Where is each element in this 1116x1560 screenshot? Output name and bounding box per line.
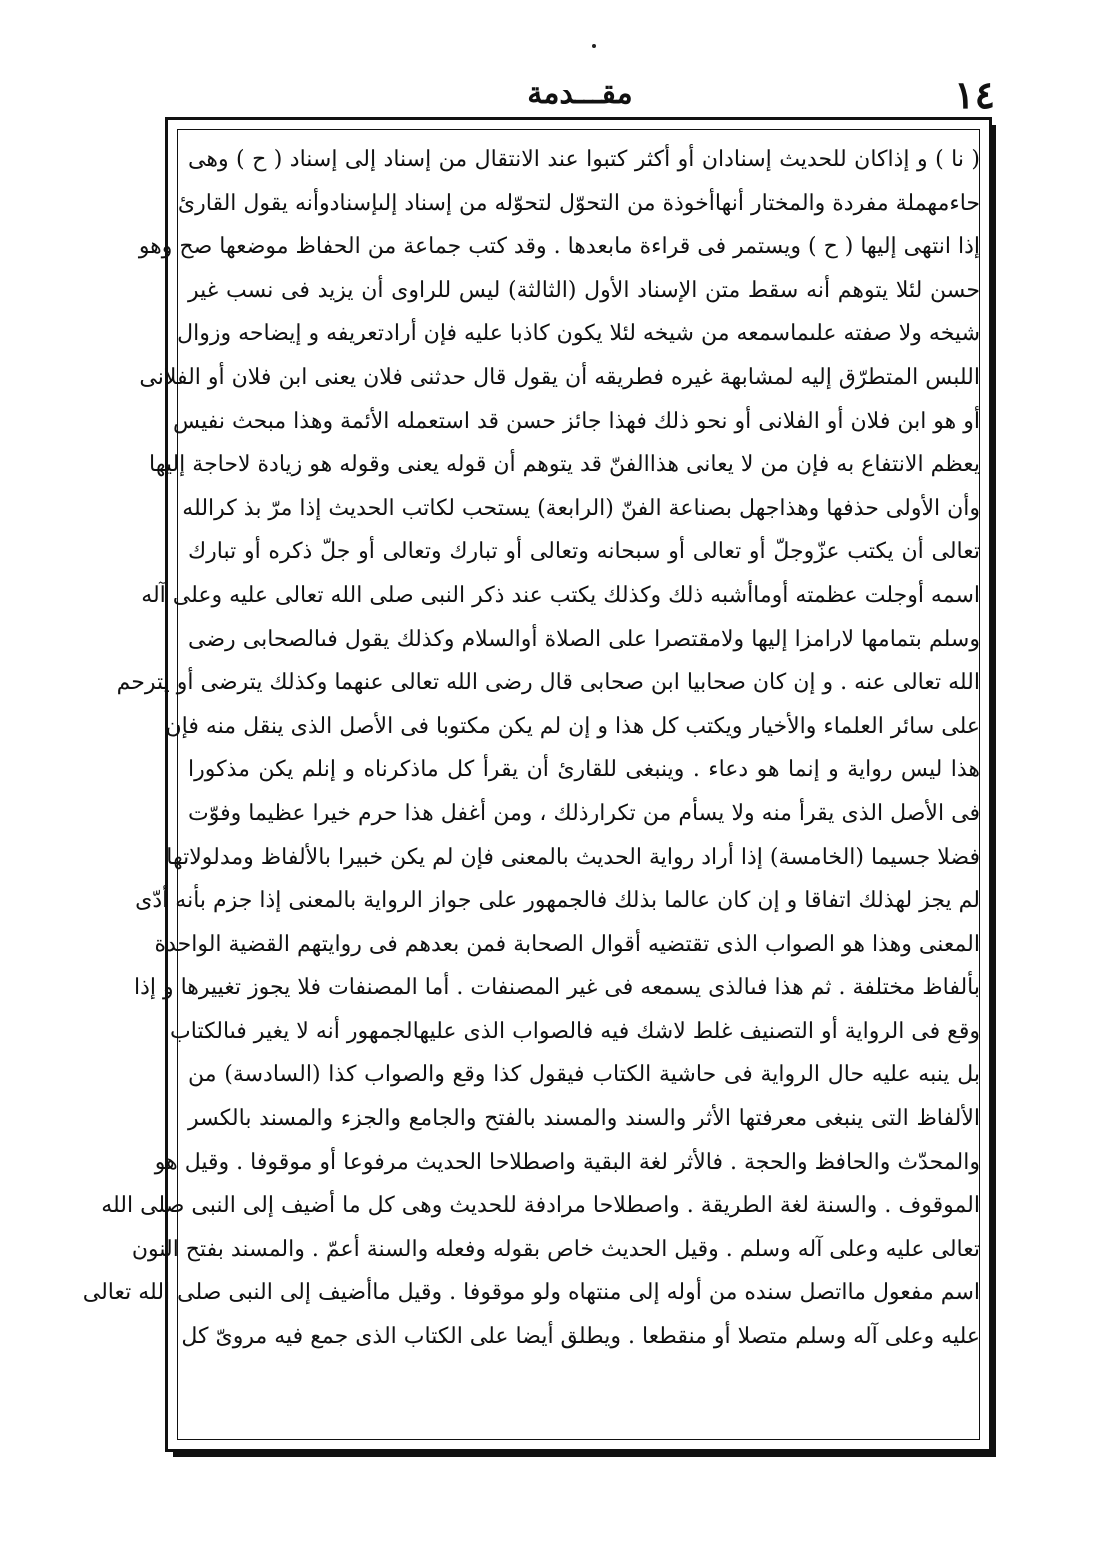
frame-shadow-bottom: [173, 1452, 996, 1457]
text-line: أو هو ابن فلان أو الفلانى أو نحو ذلك فهذا جائز حسن قد استعمله الأئمة وهذا مبحث نفيس: [173, 408, 980, 434]
text-line: تعالى أن يكتب عزّوجلّ أو تعالى أو سبحانه وتعالى أو تبارك وتعالى أو جلّ ذكره أو تبارك: [188, 539, 980, 565]
page-number: ١٤: [954, 72, 995, 117]
frame-shadow-right: [992, 125, 996, 1457]
text-line: فضلا جسيما (الخامسة) إذا أراد رواية الحديث بالمعنى فإن لم يكن خبيرا بالألفاظ ومدلولاتها: [166, 844, 980, 870]
text-line: تعالى عليه وعلى آله وسلم . وقيل الحديث خاص بقوله وفعله والسنة أعمّ . والمسند بفتح النون: [131, 1236, 980, 1262]
text-line: وقع فى الرواية أو التصنيف غلط لاشك فيه فالصواب الذى عليهالجمهور أنه لا يغير فىالكتاب: [170, 1018, 980, 1044]
text-line: الله تعالى عنه . و إن كان صحابيا ابن صحابى قال رضى الله تعالى عنهما وكذلك يترضى أو يترحم: [116, 670, 980, 696]
text-line: عليه وعلى آله وسلم متصلا أو منقطعا . ويطلق أيضا على الكتاب الذى جمع فيه مروىّ كل: [181, 1324, 980, 1350]
text-line: المعنى وهذا هو الصواب الذى تقتضيه أقوال الصحابة فمن بعدهم فى روايتهم القضية الواحدة: [154, 931, 980, 957]
text-line: وسلم بتمامها لارامزا إليها ولامقتصرا على الصلاة أوالسلام وكذلك يقول فىالصحابى رضى: [188, 626, 980, 652]
text-line: حسن لئلا يتوهم أنه سقط متن الإسناد الأول (الثالثة) ليس للراوى أن يزيد فى نسب غير: [188, 277, 980, 303]
text-line: هذا ليس رواية و إنما هو دعاء . وينبغى للقارئ أن يقرأ كل ماذكرناه و إنلم يكن مذكورا: [188, 757, 980, 783]
text-line: إذا انتهى إليها ( ح ) ويستمر فى قراءة مابعدها . وقد كتب جماعة من الحفاظ موضعها صح وهو: [138, 234, 980, 260]
text-line: اللبس المتطرّق إليه لمشابهة غيره فطريقه أن يقول قال حدثنى فلان يعنى ابن فلان أو الفلانى: [139, 364, 980, 390]
page-header: [165, 70, 995, 118]
text-line: ( نا ) و إذاكان للحديث إسنادان أو أكثر كتبوا عند الانتقال من إسناد إلى إسناد ( ح ) وهى: [188, 147, 980, 172]
text-line: على سائر العلماء والأخيار ويكتب كل هذا و إن لم يكن مكتوبا فى الأصل الذى ينقل منه فإن: [165, 713, 980, 739]
text-line: الألفاظ التى ينبغى معرفتها الأثر والسند والمسند بالفتح والجامع والجزء والمسند بالكسر: [188, 1106, 980, 1132]
text-body: [82, 138, 980, 1359]
text-line: فى الأصل الذى يقرأ منه ولا يسأم من تكرارذلك ، ومن أغفل هذا حرم خيرا عظيما وفوّت: [188, 800, 980, 826]
text-line: لم يجز لهذلك اتفاقا و إن كان عالما بذلك فالجمهور على جواز الرواية بالمعنى إذا جزم بأنه أدّى: [135, 888, 980, 914]
text-line: بألفاظ مختلفة . ثم هذا فىالذى يسمعه فى غير المصنفات . أما المصنفات فلا يجوز تغييرها و إذا: [133, 975, 980, 1001]
text-line: اسم مفعول مااتصل سنده من أوله إلى منتهاه ولو موقوفا . وقيل ماأضيف إلى النبى صلى الله تعالى: [82, 1280, 980, 1306]
text-line: الموقوف . والسنة لغة الطريقة . واصطلاحا مرادفة للحديث وهى كل ما أضيف إلى النبى صلى الله: [101, 1193, 980, 1219]
text-line: اسمه أوجلت عظمته أوماأشبه ذلك وكذلك يكتب عند ذكر النبى صلى الله تعالى عليه وعلى آله: [141, 582, 980, 608]
text-line: حاءمهملة مفردة والمختار أنهاأخوذة من التحوّل لتحوّله من إسناد إلىإسنادوأنه يقول القارئ: [177, 190, 980, 216]
text-line: وأن الأولى حذفها وهذاجهل بصناعة الفنّ (الرابعة) يستحب لكاتب الحديث إذا مرّ بذ كرالله: [182, 495, 980, 521]
text-line: يعظم الانتفاع به فإن من لا يعانى هذاالفنّ قد يتوهم أن قوله يعنى وقوله هو زيادة لاحاجة إليها: [149, 452, 980, 478]
text-line: بل ينبه عليه حال الرواية فى حاشية الكتاب فيقول كذا وقع والصواب كذا (السادسة) من: [188, 1062, 980, 1088]
page-title: مقـــدمة: [527, 76, 633, 111]
stray-dot: [592, 44, 596, 48]
text-line: والمحدّث والحافظ والحجة . فالأثر لغة البقية واصطلاحا الحديث مرفوعا أو موقوفا . وقيل هو: [154, 1149, 980, 1175]
text-line: شيخه ولا صفته علىماسمعه من شيخه لئلا يكون كاذبا عليه فإن أرادتعريفه و إيضاحه وزوال: [177, 321, 980, 347]
